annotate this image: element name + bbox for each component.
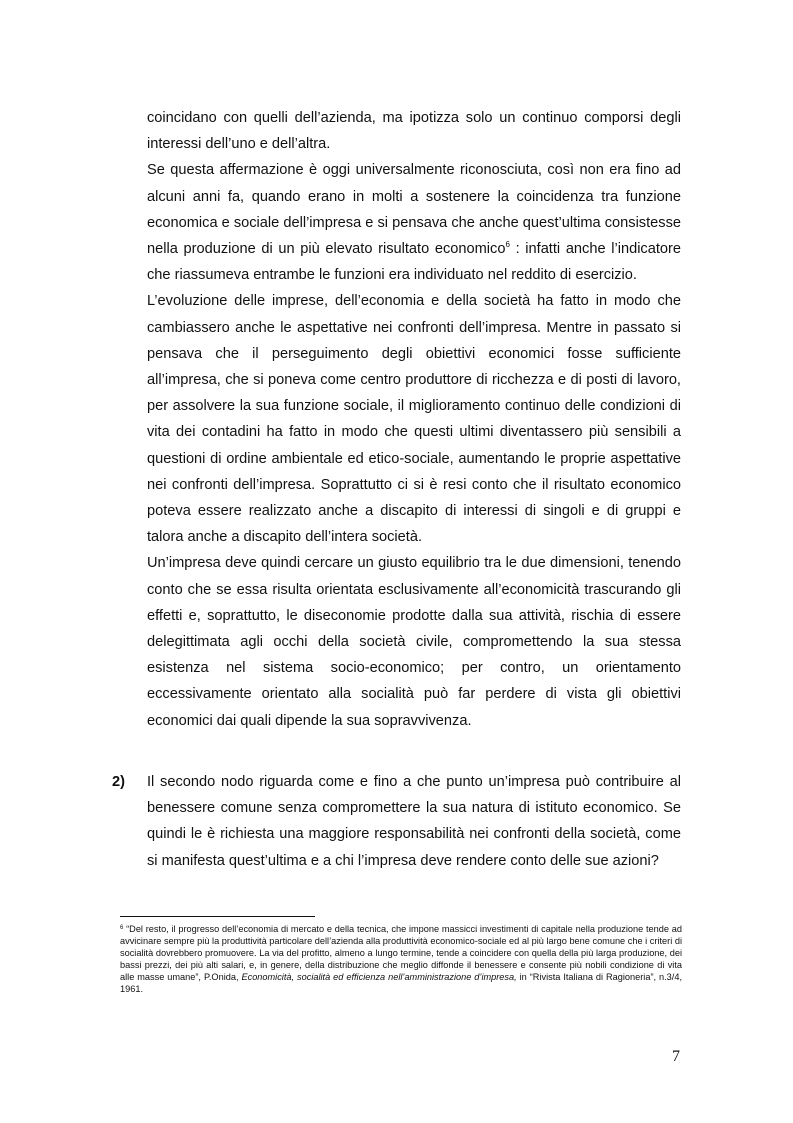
footnote-reference: 6 [505, 240, 510, 250]
footnote-separator [120, 916, 315, 917]
footnote-number: 6 [120, 925, 124, 931]
list-item [112, 769, 681, 874]
paragraph-evolution: L’evoluzione delle imprese, dell’economia e della società ha fatto in modo che cambiassero anche le aspettative nei confronti dell’impresa. Mentre in passato si pensava che il perseguimento degli obiettivi economici fosse sufficiente all’impresa, che si poneva come centro produttore di ricchezza e di posti di lavoro, per assolvere la sua funzione sociale, il miglioramento continuo delle condizioni di vita dei contadini ha fatto in modo che questi ultimi diventassero più sensibili a questioni di ordine ambientale ed etico-sociale, aumentando le proprie aspettative nei confronti dell’impresa. Soprattutto ci si è resi conto che il risultato economico poteva essere realizzato anche a discapito di interessi di singoli e di gruppi e talora anche a discapito dell’intera società. [147, 293, 681, 546]
paragraph-text: Se questa affermazione è oggi universalmente riconosciuta, così non era fino ad alcuni anni fa, quando erano in molti a sostenere la coincidenza tra funzione economica e sociale dell’impresa e si pensava che anche quest’ultima consistesse nella produzione di un più elevato risultato economico [147, 162, 681, 258]
paragraph-equilibrium: Un’impresa deve quindi cercare un giusto equilibrio tra le due dimensioni, tenendo conto che se essa risulta orientata esclusivamente all’economicità trascurando gli effetti e, soprattutto, le diseconomie prodotte dalla sua attività, rischia di essere delegittimata agli occhi della società civile, compromettendo la sua stessa esistenza nel sistema socio-economico; per contro, un orientamento eccessivamente orientato alla socialità può far perdere di vista gli obiettivi economici dai quali dipende la sua sopravvivenza. [147, 555, 681, 729]
footnote-source: in “Rivista Italiana di Ragioneria”, n.3/4, 1961. [120, 972, 683, 995]
list-marker: 2) [112, 774, 125, 790]
footnote [120, 923, 682, 996]
paragraph-text: : infatti anche l’indicatore che riassumeva entrambe le funzioni era individuato nel reddito di esercizio. [147, 241, 681, 284]
body-text [147, 105, 681, 734]
footnote-author: P.Onida, [203, 972, 242, 983]
page-number: 7 [672, 1048, 680, 1065]
list-item-text: Il secondo nodo riguarda come e fino a che punto un’impresa può contribuire al benessere comune senza compromettere la sua natura di istituto economico. Se quindi le è richiesta una maggiore responsabilità nei confronti della società, come si manifesta quest’ultima e a chi l’impresa deve rendere conto delle sue azioni? [147, 774, 681, 869]
paragraph-continuation: coincidano con quelli dell’azienda, ma ipotizza solo un continuo comporsi degli interessi dell’uno e dell’altra. [147, 110, 681, 153]
footnote-work-title: Economicità, socialità ed efficienza nell’amministrazione d’impresa, [241, 972, 517, 983]
footnote-quote: “Del resto, il progresso dell’economia di mercato e della tecnica, che impone massicci investimenti di capitale nella produzione tende ad avvicinare sempre più la produttività particolare dell’azienda alla produttività economico-sociale ed al più largo bene comune che i criteri di socialità dovrebbero promuovere. La via del profitto, almeno a lungo termine, tende a coincidere con quella della più larga produzione, dei bassi prezzi, dei più alti salari, e, in genere, della distribuzione che meglio diffonde il benessere e consente più nobili condizione di vita alle masse umane”, [120, 924, 682, 983]
paragraph-coincidence [147, 157, 681, 288]
